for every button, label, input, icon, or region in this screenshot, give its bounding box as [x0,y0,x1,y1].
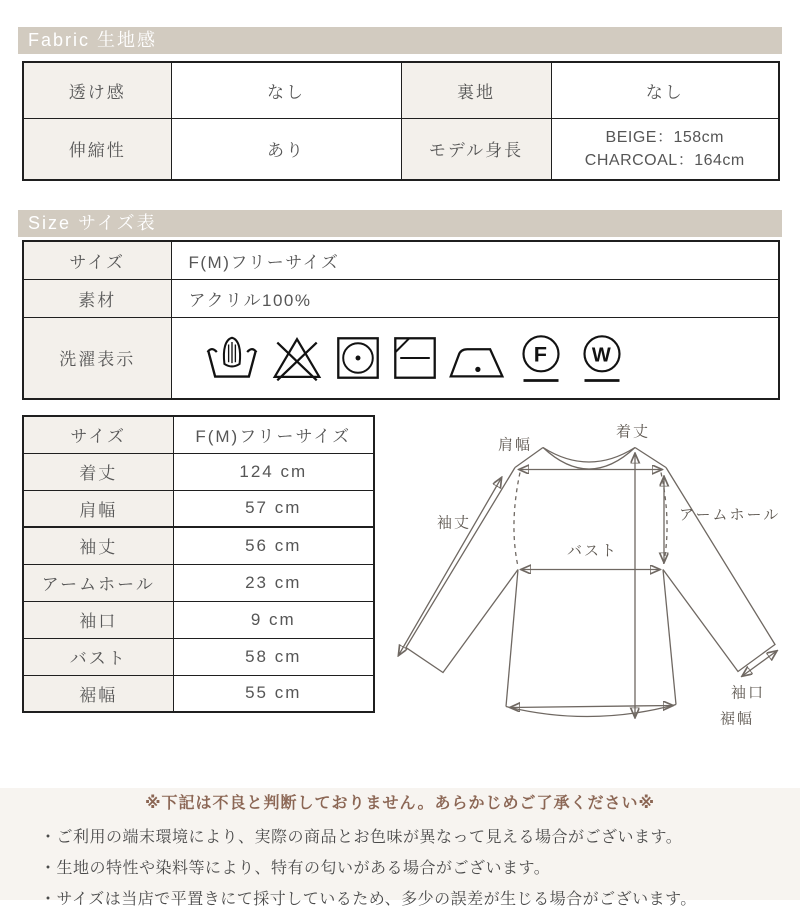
table-row [23,118,779,180]
note-item: ・サイズは当店で平置きにて採寸しているため、多少の誤差が生じる場合がございます。 [40,891,697,908]
care-symbols-cell [171,317,779,399]
table-row [23,601,374,638]
row-label: 着丈 [23,453,173,490]
row-value: なし [171,62,401,118]
note-list [0,822,800,915]
row-label: 伸縮性 [23,118,171,180]
row-value: なし [551,62,779,118]
row-value: アクリル100% [171,279,779,317]
table-row [23,527,374,564]
care-letter: F [533,341,548,367]
garment-diagram [393,413,800,763]
row-value: 56 cm [173,527,374,564]
table-row [23,638,374,675]
row-value: 23 cm [173,564,374,601]
care-letter: W [591,344,612,367]
table-header-row [23,416,374,453]
table-row [23,675,374,712]
diagram-label-armhole: アームホール [679,506,781,524]
row-label: 袖丈 [23,527,173,564]
care-dry-flat-in-shade-icon [392,335,438,381]
row-value: 9 cm [173,601,374,638]
row-value: F(M)フリーサイズ [173,416,374,453]
care-symbols [189,332,779,384]
row-label: サイズ [23,416,173,453]
care-tumble-dry-low-icon [335,335,381,381]
table-row [23,490,374,527]
diagram-label-sleeve: 袖丈 [437,514,472,532]
fabric-table [22,61,780,181]
diagram-label-bust: バスト [567,542,619,560]
diagram-label-shoulder: 肩幅 [498,436,533,454]
model-height-charcoal: CHARCOAL：164cm [584,151,745,169]
table-row [23,564,374,601]
row-label: 洗濯表示 [23,317,171,399]
row-label: 素材 [23,279,171,317]
row-label: バスト [23,638,173,675]
notes-section [0,788,800,908]
note-heading: ※下記は不良と判断しておりません。あらかじめご了承ください※ [144,795,656,812]
row-label: 肩幅 [23,490,173,527]
fabric-section-title: Fabric 生地感 [18,27,782,54]
table-row [23,62,779,118]
row-label: 裏地 [401,62,551,118]
garment-outline [406,448,775,717]
row-value: 57 cm [173,490,374,527]
note-item: ・生地の特性や染料等により、特有の匂いがある場合がございます。 [40,860,551,877]
row-label: 裾幅 [23,675,173,712]
care-wet-clean-W-gentle-icon [577,332,627,384]
table-row [23,317,779,399]
size-table [22,240,780,400]
care-dry-clean-F-gentle-icon [516,332,566,384]
model-height-value [551,118,779,180]
diagram-label-cuff: 袖口 [731,684,766,702]
row-value: F(M)フリーサイズ [171,241,779,279]
row-value: 124 cm [173,453,374,490]
measurement-table [22,415,375,713]
row-value: 58 cm [173,638,374,675]
row-label: サイズ [23,241,171,279]
table-row [23,279,779,317]
row-value: 55 cm [173,675,374,712]
care-do-not-bleach-icon [270,334,324,382]
diagram-label-hem: 裾幅 [720,710,755,728]
table-row [23,453,374,490]
row-label: モデル身長 [401,118,551,180]
care-iron-low-icon [449,335,505,381]
diagram-label-length: 着丈 [616,423,651,441]
note-item: ・ご利用の端末環境により、実際の商品とお色味が異なって見える場合がございます。 [40,829,683,846]
row-label: 透け感 [23,62,171,118]
model-height-beige: BEIGE：158cm [605,128,724,146]
row-label: アームホール [23,564,173,601]
size-section-title: Size サイズ表 [18,210,782,237]
row-value: あり [171,118,401,180]
measurement-arrows [399,455,776,717]
care-hand-wash-icon [205,334,259,382]
row-label: 袖口 [23,601,173,638]
table-row [23,241,779,279]
